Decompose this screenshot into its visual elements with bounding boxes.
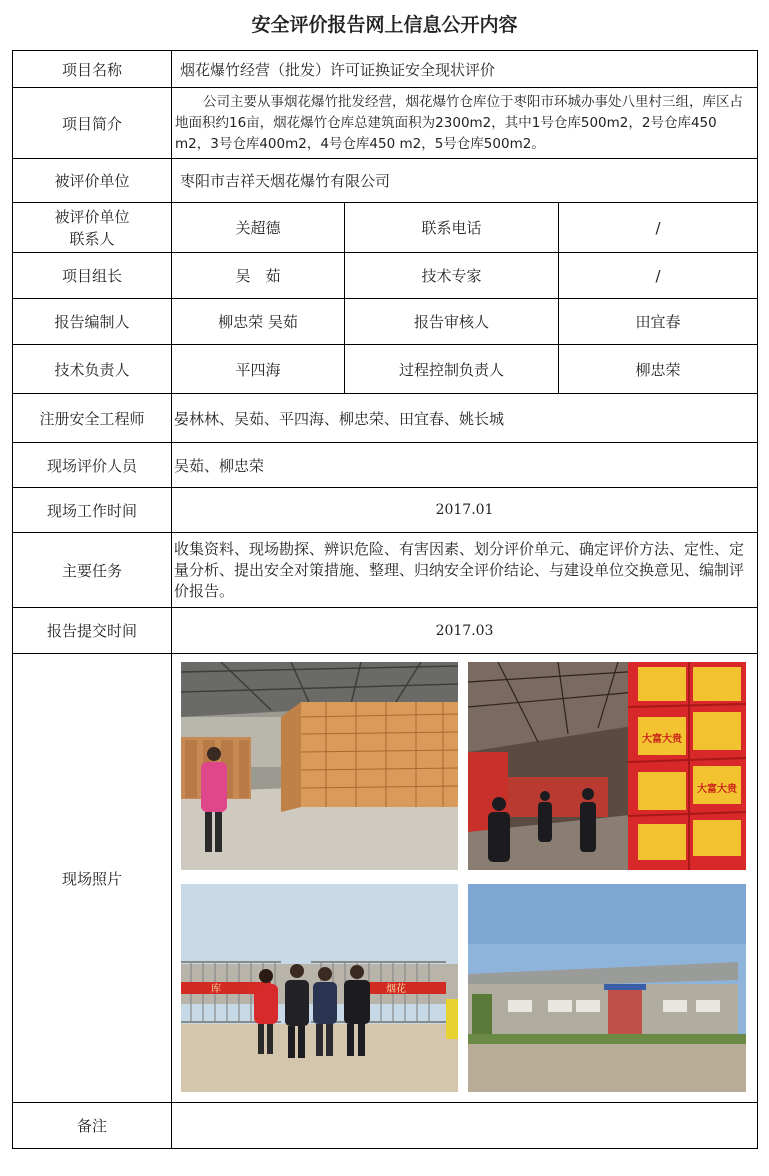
- row-photos: [13, 654, 758, 1103]
- page-title: 安全评价报告网上信息公开内容: [251, 14, 518, 36]
- reviewer-value: 田宜春: [559, 299, 758, 345]
- phone-value: /: [559, 203, 758, 253]
- work-time-value: 2017.01: [172, 488, 758, 533]
- tasks-value: 收集资料、现场勘探、辨识危险、有害因素、划分评价单元、确定评价方法、定性、定量分析、提出安全对策措施、整理、归纳安全评价结论、与建设单位交换意见、编制评价报告。: [172, 533, 758, 608]
- photo-people-at-gate: [181, 884, 458, 1092]
- evaluated-unit-value: 枣阳市吉祥天烟花爆竹有限公司: [172, 159, 758, 203]
- tech-lead-label: 技术负责人: [13, 345, 172, 394]
- phone-label: 联系电话: [345, 203, 559, 253]
- photos-cell: [172, 654, 758, 1103]
- project-intro-label: 项目简介: [13, 88, 172, 159]
- photos-label: 现场照片: [13, 654, 172, 1103]
- row-project-name: [13, 51, 758, 88]
- submit-time-label: 报告提交时间: [13, 608, 172, 654]
- compiler-label: 报告编制人: [13, 299, 172, 345]
- contact-label: [13, 203, 172, 253]
- photo-sign-1: 大富大贵: [642, 734, 682, 745]
- compiler-value: 柳忠荣 吴茹: [172, 299, 345, 345]
- submit-time-value: 2017.03: [172, 608, 758, 654]
- expert-label: 技术专家: [345, 253, 559, 299]
- gate-sign-left: 库: [211, 984, 221, 995]
- contact-value: 关超德: [172, 203, 345, 253]
- leader-value: 吴 茹: [172, 253, 345, 299]
- row-evaluators: [13, 443, 758, 488]
- project-name-label: 项目名称: [13, 51, 172, 88]
- row-remarks: [13, 1103, 758, 1149]
- remarks-label: 备注: [13, 1103, 172, 1149]
- row-leader: [13, 253, 758, 299]
- contact-label-line1: 被评价单位: [54, 207, 130, 226]
- expert-value: /: [559, 253, 758, 299]
- row-work-time: [13, 488, 758, 533]
- row-engineers: [13, 394, 758, 443]
- work-time-label: 现场工作时间: [13, 488, 172, 533]
- info-table: [12, 50, 758, 1149]
- gate-sign-right: 烟花: [386, 984, 406, 995]
- photo-warehouse-interior: [181, 662, 458, 870]
- row-compiler: [13, 299, 758, 345]
- row-tech-lead: [13, 345, 758, 394]
- project-name-value: 烟花爆竹经营（批发）许可证换证安全现状评价: [172, 51, 758, 88]
- process-label: 过程控制负责人: [345, 345, 559, 394]
- process-value: 柳忠荣: [559, 345, 758, 394]
- row-contact: [13, 203, 758, 253]
- photo-fireworks-boxes: [468, 662, 746, 870]
- engineers-label: 注册安全工程师: [13, 394, 172, 443]
- reviewer-label: 报告审核人: [345, 299, 559, 345]
- project-intro-value: 公司主要从事烟花爆竹批发经营，烟花爆竹仓库位于枣阳市环城办事处八里村三组，库区占地面积约16亩，烟花爆竹仓库总建筑面积为2300m2，其中1号仓库500m2，2号仓库450 m2，3号仓库400m2，4号仓库450 m2，5号仓库500m2。: [172, 88, 758, 159]
- tech-lead-value: 平四海: [172, 345, 345, 394]
- row-submit-time: [13, 608, 758, 654]
- evaluated-unit-label: 被评价单位: [13, 159, 172, 203]
- contact-label-line2: 联系人: [69, 229, 115, 248]
- tasks-label: 主要任务: [13, 533, 172, 608]
- photo-warehouse-exterior: [468, 884, 746, 1092]
- remarks-value: [172, 1103, 758, 1149]
- evaluators-label: 现场评价人员: [13, 443, 172, 488]
- evaluators-value: 吴茹、柳忠荣: [172, 443, 758, 488]
- leader-label: 项目组长: [13, 253, 172, 299]
- row-tasks: [13, 533, 758, 608]
- photo-sign-2: 大富大贵: [697, 784, 737, 795]
- engineers-value: 晏林林、吴茹、平四海、柳忠荣、田宜春、姚长城: [172, 394, 758, 443]
- row-project-intro: [13, 88, 758, 159]
- row-evaluated-unit: [13, 159, 758, 203]
